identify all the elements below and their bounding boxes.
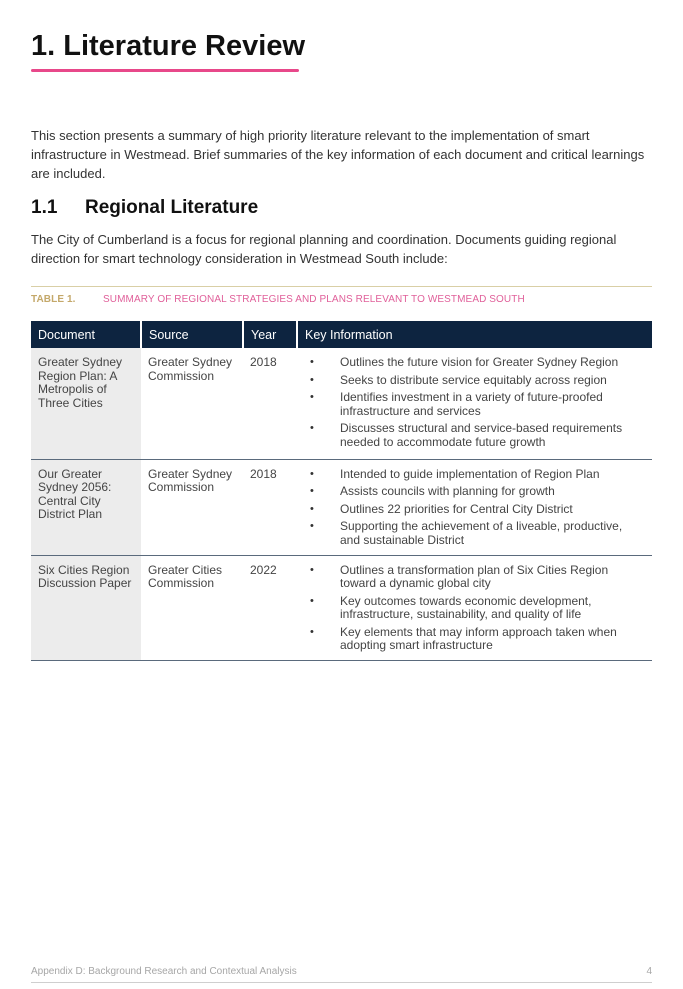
- table-caption-label: TABLE 1.: [31, 294, 76, 305]
- section-number: 1.1: [31, 197, 58, 218]
- bullet-icon: •: [310, 594, 314, 607]
- year-cell: 2018: [243, 459, 297, 555]
- section-heading: [31, 197, 258, 219]
- bullet-icon: •: [310, 563, 314, 576]
- list-item: • Intended to guide implementation of Region Plan: [310, 466, 600, 481]
- list-item: • Key elements that may inform approach taken when adopting smart infrastructure: [310, 624, 617, 652]
- table-header-row: [31, 321, 652, 348]
- list-item: • Supporting the achievement of a liveable, productive, and sustainable District: [310, 519, 623, 547]
- year-cell: 2018: [243, 348, 297, 459]
- list-item: • Discusses structural and service-based requirements needed to accommodate future growth: [310, 421, 623, 449]
- section-paragraph: The City of Cumberland is a focus for regional planning and coordination. Documents guiding regional direction for smart technology consideration in Westmead South include:: [31, 232, 617, 266]
- key-information-list: [297, 564, 642, 653]
- caption-divider: [31, 286, 652, 287]
- key-information-cell: [297, 555, 652, 660]
- table-row: [31, 459, 652, 555]
- bullet-icon: •: [310, 467, 314, 480]
- key-information-list: [297, 356, 642, 449]
- page-number: 4: [646, 966, 652, 977]
- footer-divider: [31, 982, 652, 983]
- table-caption: [31, 294, 525, 305]
- table-row: [31, 555, 652, 660]
- bullet-icon: •: [310, 391, 314, 403]
- document-cell: Our Greater Sydney 2056: Central City District Plan: [31, 459, 141, 555]
- list-item: • Identifies investment in a variety of future-proofed infrastructure and services: [310, 390, 603, 418]
- list-item: • Key outcomes towards economic development, infrastructure, sustainability, and quality of life: [310, 593, 592, 621]
- list-item: • Outlines a transformation plan of Six Cities Region toward a dynamic global city: [310, 562, 609, 590]
- document-cell: Six Cities Region Discussion Paper: [31, 555, 141, 660]
- key-information-cell: [297, 459, 652, 555]
- literature-table: [31, 321, 652, 661]
- bullet-icon: •: [310, 422, 314, 434]
- list-item: • Outlines 22 priorities for Central City District: [310, 501, 573, 516]
- source-cell: Greater Sydney Commission: [141, 459, 243, 555]
- bullet-icon: •: [310, 373, 314, 386]
- intro-paragraph: This section presents a summary of high priority literature relevant to the implementation of smart infrastructure in Westmead. Brief summaries of the key information of each document and critical learnings are included.: [31, 128, 645, 181]
- bullet-icon: •: [310, 625, 314, 638]
- column-header-document: Document: [31, 321, 141, 348]
- column-header-year: Year: [243, 321, 297, 348]
- year-cell: 2022: [243, 555, 297, 660]
- bullet-icon: •: [310, 520, 314, 532]
- footer-text: Appendix D: Background Research and Contextual Analysis: [31, 966, 297, 977]
- source-cell: Greater Cities Commission: [141, 555, 243, 660]
- list-item: • Seeks to distribute service equitably across region: [310, 372, 607, 387]
- table-caption-title: SUMMARY OF REGIONAL STRATEGIES AND PLANS RELEVANT TO WESTMEAD SOUTH: [103, 294, 525, 305]
- key-information-list: [297, 468, 642, 548]
- source-cell: Greater Sydney Commission: [141, 348, 243, 459]
- bullet-icon: •: [310, 485, 314, 497]
- list-item: • Outlines the future vision for Greater Sydney Region: [310, 355, 619, 369]
- bullet-icon: •: [310, 502, 314, 515]
- column-header-key-information: Key Information: [297, 321, 652, 348]
- key-information-cell: [297, 348, 652, 459]
- column-header-source: Source: [141, 321, 243, 348]
- table-row: [31, 348, 652, 459]
- bullet-icon: •: [310, 356, 314, 368]
- document-cell: Greater Sydney Region Plan: A Metropolis of Three Cities: [31, 348, 141, 459]
- page-title: 1. Literature Review: [31, 30, 305, 62]
- list-item: • Assists councils with planning for growth: [310, 484, 555, 498]
- section-title: Regional Literature: [85, 197, 259, 218]
- title-underline: [31, 69, 299, 72]
